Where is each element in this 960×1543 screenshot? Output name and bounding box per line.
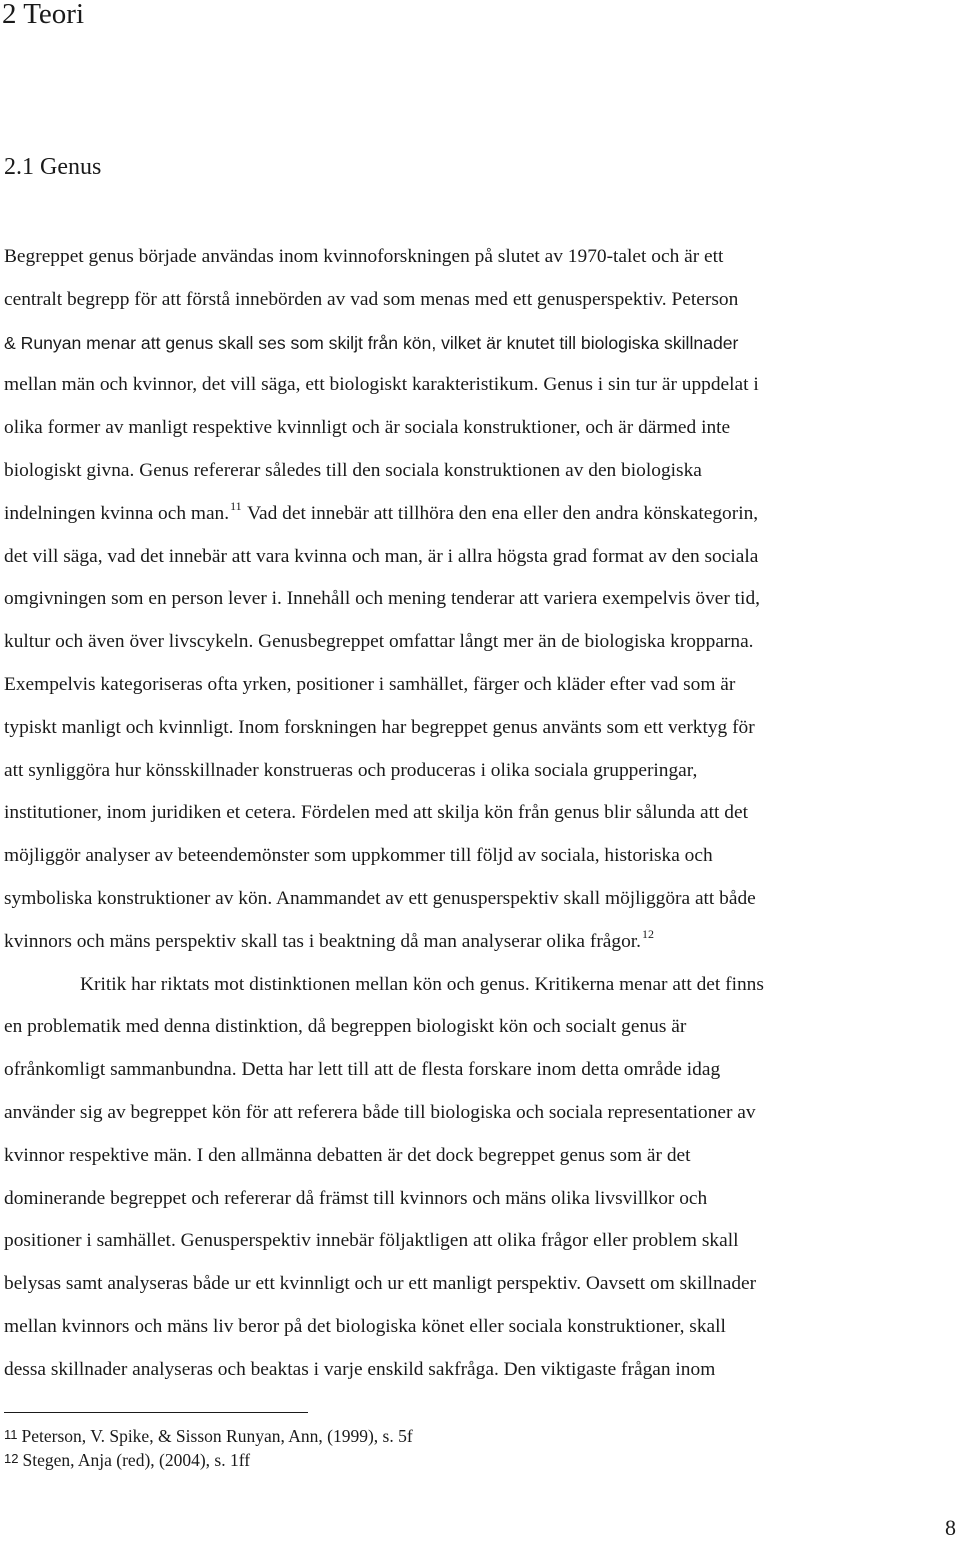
body-line: omgivningen som en person lever i. Innehåll och mening tenderar att variera exempelvis över tid, <box>4 588 760 610</box>
body-line: institutioner, inom juridiken et cetera. Fördelen med att skilja kön från genus blir sålunda att det <box>4 802 748 824</box>
body-line: använder sig av begreppet kön för att referera både till biologiska och sociala representationer av <box>4 1101 756 1123</box>
body-line: symboliska konstruktioner av kön. Anammandet av ett genusperspektiv skall möjliggöra att både <box>4 887 756 909</box>
body-line: biologiskt givna. Genus refererar således till den sociala konstruktionen av den biologiska <box>4 459 702 481</box>
body-line: positioner i samhället. Genusperspektiv innebär följaktligen att olika frågor eller problem skall <box>4 1230 739 1252</box>
body-line: dessa skillnader analyseras och beaktas i varje enskild sakfråga. Den viktigaste frågan inom <box>4 1358 716 1380</box>
body-line: indelningen kvinna och man.$^{11}$ Vad det innebär att tillhöra den ena eller den andra könskategorin, <box>4 498 759 524</box>
page-number: 8 <box>945 1515 956 1540</box>
body-line: en problematik med denna distinktion, då begreppen biologiskt kön och socialt genus är <box>4 1016 687 1038</box>
footnote-ref[interactable]: 12 <box>642 926 655 941</box>
body-line: belysas samt analyseras både ur ett kvinnligt och ur ett manligt perspektiv. Oavsett om skillnader <box>4 1273 757 1295</box>
footnote-ref[interactable]: 11 <box>230 498 242 513</box>
body-line: ofrånkomligt sammanbundna. Detta har lett till att de flesta forskare inom detta område idag <box>4 1059 721 1081</box>
body-line: kultur och även över livscykeln. Genusbegreppet omfattar långt mer än de biologiska kropparna. <box>4 631 754 653</box>
section-title: 2.1 Genus <box>4 154 102 180</box>
footnotes <box>4 1424 904 1472</box>
body-line: mellan kvinnors och mäns liv beror på det biologiska könet eller sociala konstruktioner, skall <box>4 1315 726 1337</box>
body-text <box>4 236 956 1392</box>
body-line: Exempelvis kategoriseras ofta yrken, positioner i samhället, färger och kläder efter vad som är <box>4 673 736 695</box>
chapter-title: 2 Teori <box>2 0 85 30</box>
body-line: dominerande begreppet och refererar då främst till kvinnors och mäns olika livsvillkor och <box>4 1187 708 1209</box>
footnote-text: Stegen, Anja (red), (2004), s. 1ff <box>22 1450 251 1470</box>
footnote-number: 12 <box>4 1451 19 1466</box>
body-line: centralt begrepp för att förstå innebörden av vad som menas med ett genusperspektiv. Peterson <box>4 288 739 310</box>
body-line: Kritik har riktats mot distinktionen mellan kön och genus. Kritikerna menar att det finns <box>80 973 764 995</box>
body-line: kvinnor respektive män. I den allmänna debatten är det dock begreppet genus som är det <box>4 1144 691 1166</box>
footnote-item <box>4 1424 904 1448</box>
body-line: det vill säga, vad det innebär att vara kvinna och man, är i allra högsta grad format av den sociala <box>4 545 759 567</box>
body-line: kvinnors och mäns perspektiv skall tas i beaktning då man analyserar olika frågor.$^{12}$ <box>4 926 655 952</box>
footnote-divider <box>4 1412 308 1413</box>
body-line: & Runyan menar att genus skall ses som skiljt från kön, vilket är knutet till biologiska skillnader <box>4 332 739 353</box>
body-line: typiskt manligt och kvinnligt. Inom forskningen har begreppet genus använts som ett verktyg för <box>4 716 755 738</box>
body-line: Begreppet genus började användas inom kvinnoforskningen på slutet av 1970-talet och är ett <box>4 246 724 267</box>
footnote-number: 11 <box>4 1427 18 1442</box>
body-line: olika former av manligt respektive kvinnligt och är sociala konstruktioner, och är därmed inte <box>4 417 731 439</box>
body-line: att synliggöra hur könsskillnader konstrueras och produceras i olika sociala grupperingar, <box>4 759 698 781</box>
footnote-text: Peterson, V. Spike, & Sisson Runyan, Ann, (1999), s. 5f <box>21 1426 413 1446</box>
footnote-item <box>4 1448 904 1472</box>
body-line: möjliggör analyser av beteendemönster som uppkommer till följd av sociala, historiska och <box>4 845 713 867</box>
body-line: mellan män och kvinnor, det vill säga, ett biologiskt karakteristikum. Genus i sin tur är uppdelat i <box>4 374 759 396</box>
